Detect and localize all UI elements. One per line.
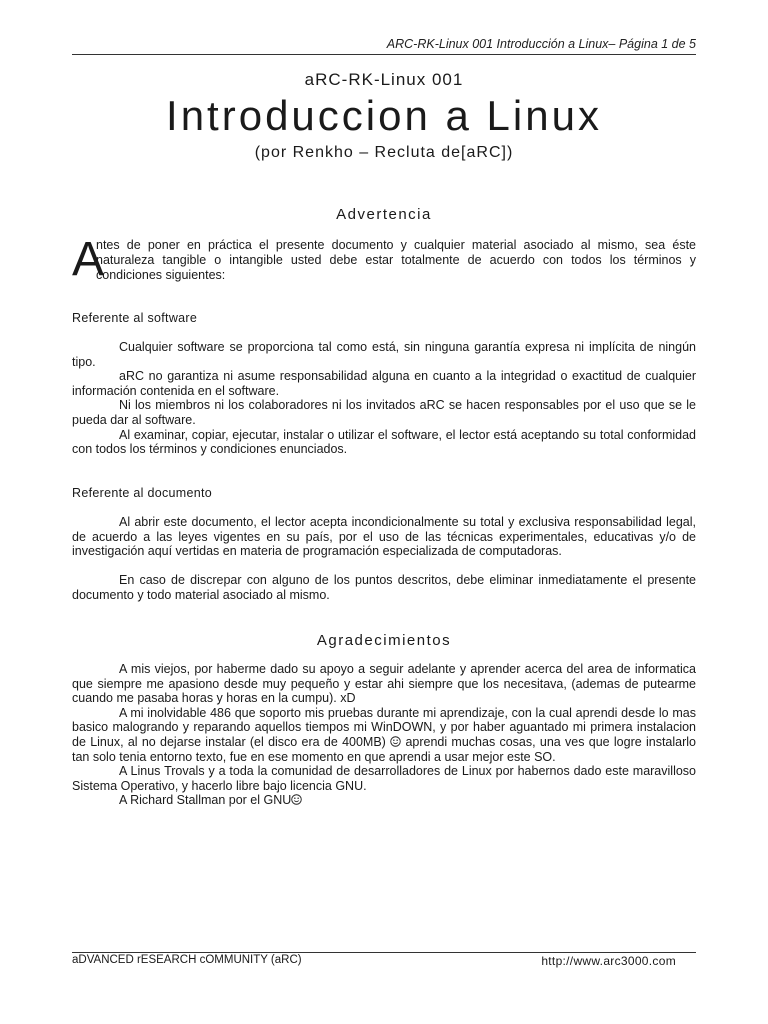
software-paragraph-2: aRC no garantiza ni asume responsabilidad alguna en cuanto a la integridad o exactitud de cualquier información contenida en el software. (72, 369, 696, 398)
running-header: ARC-RK-Linux 001 Introducción a Linux– Página 1 de 5 (386, 37, 696, 51)
warning-text: ntes de poner en práctica el presente documento y cualquier material asociado al mismo, sea éste naturaleza tangible o intangible usted debe estar totalmente de acuerdo con todos los términos y condiciones siguientes: (96, 238, 696, 282)
document-paragraph-1: Al abrir este documento, el lector acepta incondicionalmente su total y exclusiva responsabilidad legal, de acuerdo a las leyes vigentes en su país, por el uso de las técnicas experimentales, educativas y/o de investigación aquí vertidas en materia de programación especializada de computadoras. (72, 515, 696, 559)
thanks-paragraph-2-text: A mi inolvidable 486 que soporto mis pruebas durante mi aprendizaje, con la cual aprendi desde lo mas basico malogrando y reparando aquellos tiempos mi WinDOWN, y por haber aguantado mi primera instalacion de Linux, al no dejarse instalar (el disco era de 400MB) (72, 705, 696, 749)
header-divider (72, 54, 696, 55)
software-paragraph-4: Al examinar, copiar, ejecutar, instalar o utilizar el software, el lector está aceptando su total conformidad con todos los términos y condiciones enunciados. (72, 427, 696, 457)
smiley-face-icon (390, 736, 401, 747)
thanks-heading: Agradecimientos (316, 632, 452, 649)
drop-cap: A (72, 233, 105, 286)
thanks-paragraph-1: A mis viejos, por haberme dado su apoyo a seguir adelante y aprender acerca del area de informatica que siempre me apasiono desde muy pequeño y estar ahi siempre que los necesitava, (ademas de putearme cuando me pasaba horas y horas en la cumpu). xD (72, 662, 696, 706)
software-heading: Referente al software (72, 311, 198, 325)
warning-paragraph (72, 233, 696, 286)
thanks-paragraph-4-text: A Richard Stallman por el GNU (119, 793, 292, 808)
footer-divider (72, 952, 696, 953)
software-paragraph-3: Ni los miembros ni los colaboradores ni los invitados aRC se hacen responsables por el uso que se le pueda dar al software. (72, 398, 696, 427)
thanks-paragraph-4 (72, 793, 696, 808)
document-section (72, 515, 696, 603)
smiley-face-icon (291, 794, 302, 805)
footer-organization: aDVANCED rESEARCH cOMMUNITY (aRC) (72, 954, 302, 966)
software-section (72, 340, 696, 457)
document-heading: Referente al documento (72, 486, 213, 500)
document-title: Introduccion a Linux (166, 92, 602, 139)
thanks-paragraph-3: A Linus Trovals y a toda la comunidad de desarrolladores de Linux por habernos dado este maravilloso Sistema Operativo, y hacerlo libre bajo licencia GNU. (72, 764, 696, 793)
document-paragraph-2: En caso de discrepar con alguno de los puntos descritos, debe eliminar inmediatamente el presente documento y todo material asociado al mismo. (72, 573, 696, 602)
warning-heading: Advertencia (336, 206, 432, 223)
software-paragraph-1: Cualquier software se proporciona tal como está, sin ninguna garantía expresa ni implícita de ningún tipo. (72, 340, 696, 369)
thanks-paragraph-2 (72, 706, 696, 764)
footer-url[interactable]: http://www.arc3000.com (541, 954, 676, 968)
document-code: aRC-RK-Linux 001 (304, 70, 464, 89)
document-author: (por Renkho – Recluta de[aRC]) (254, 144, 514, 161)
thanks-section (72, 662, 696, 808)
thanks-paragraph-2-continued: aprendi muchas cosas, una ves que logre instalarlo tan solo tenia entorno texto, fue en ese momento en que aprendi a usar mejor este SO. (72, 734, 697, 764)
